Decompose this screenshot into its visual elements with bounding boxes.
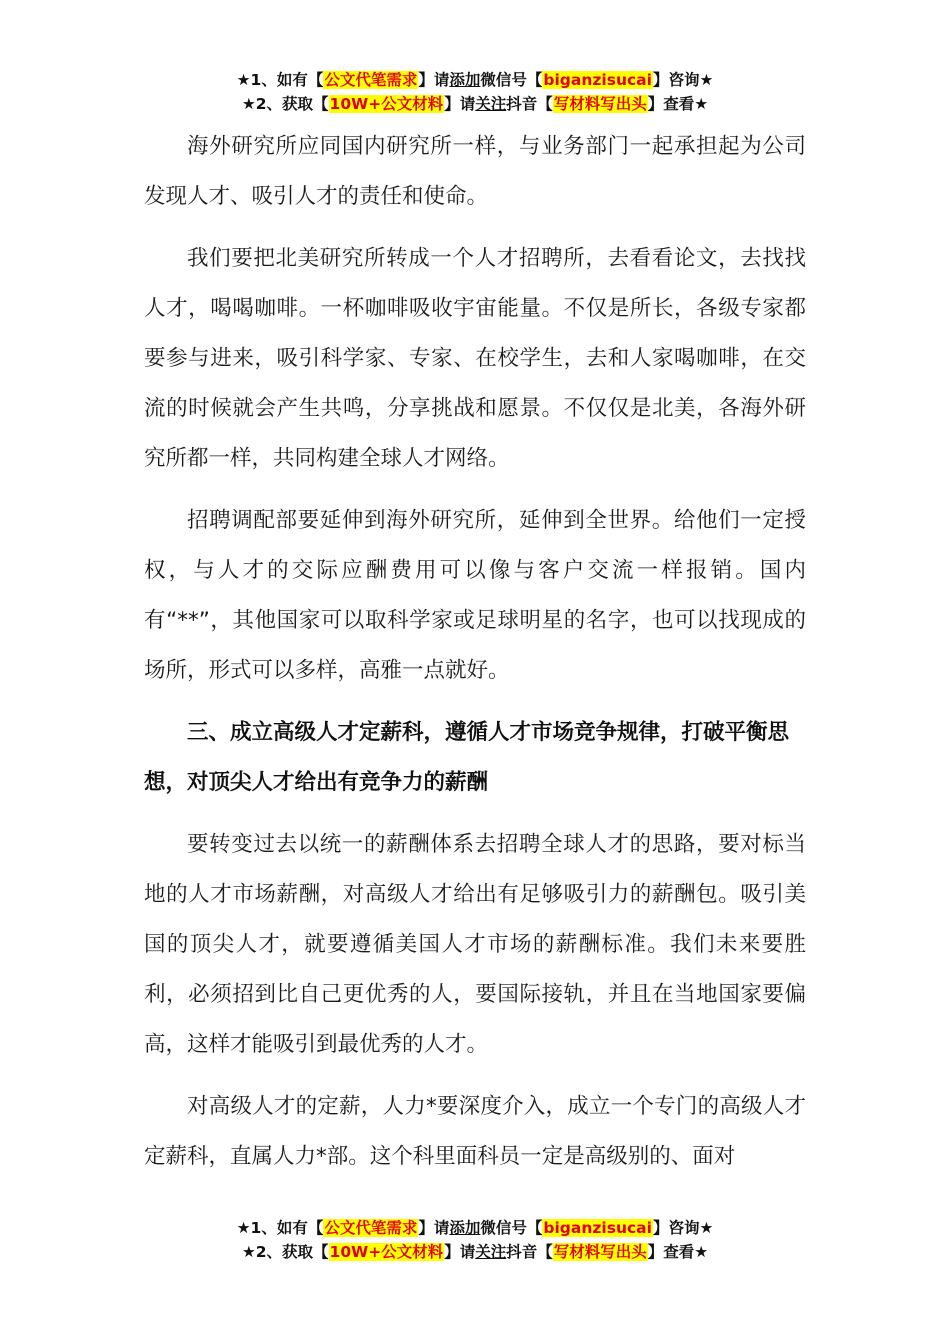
banner-text: ★1、如有【 xyxy=(236,71,324,89)
wechat-id-highlight: biganzisucai xyxy=(543,71,652,89)
douyin-highlight: 写材料写出头 xyxy=(553,95,647,113)
banner-line-1 xyxy=(0,1216,950,1240)
banner-line-1 xyxy=(0,68,950,92)
banner-text: 抖音【 xyxy=(506,95,553,113)
banner-underlined: 关注 xyxy=(475,95,507,113)
banner-line-2 xyxy=(0,1240,950,1264)
banner-text: 】请 xyxy=(444,1243,476,1261)
banner-highlight: 公文代笔需求 xyxy=(324,1219,418,1237)
banner-text: 】请 xyxy=(418,71,450,89)
banner-text: 】查看★ xyxy=(647,95,709,113)
banner-text: 】咨询★ xyxy=(652,71,714,89)
section-heading: 三、成立高级人才定薪科，遵循人才市场竞争规律，打破平衡思想，对顶尖人才给出有竞争力的薪酬 xyxy=(144,720,790,795)
banner-text: 】咨询★ xyxy=(652,1219,714,1237)
wechat-id-highlight: biganzisucai xyxy=(543,1219,652,1237)
banner-line-2 xyxy=(0,92,950,116)
document-body xyxy=(144,122,806,1194)
banner-text: 微信号【 xyxy=(480,1219,543,1237)
banner-text: ★1、如有【 xyxy=(236,1219,324,1237)
banner-text: 】查看★ xyxy=(647,1243,709,1261)
paragraph-4: 要转变过去以统一的薪酬体系去招聘全球人才的思路，要对标当地的人才市场薪酬，对高级人才给出有足够吸引力的薪酬包。吸引美国的顶尖人才，就要遵循美国人才市场的薪酬标准。我们未来要胜利，必须招到比自己更优秀的人，要国际接轨，并且在当地国家要偏高，这样才能吸引到最优秀的人才。 xyxy=(144,832,806,1057)
banner-text: 】请 xyxy=(444,95,476,113)
paragraph-1: 海外研究所应同国内研究所一样，与业务部门一起承担起为公司发现人才、吸引人才的责任和使命。 xyxy=(144,134,806,209)
banner-highlight: 10W+公文材料 xyxy=(329,1243,444,1261)
banner-text: 】请 xyxy=(418,1219,450,1237)
banner-text: ★2、获取【 xyxy=(241,1243,329,1261)
banner-underlined: 关注 xyxy=(475,1243,507,1261)
footer-banner xyxy=(0,1216,950,1264)
banner-highlight: 公文代笔需求 xyxy=(324,71,418,89)
paragraph-5: 对高级人才的定薪，人力*要深度介入，成立一个专门的高级人才定薪科，直属人力*部。这个科里面科员一定是高级别的、面对 xyxy=(144,1094,806,1169)
banner-text: ★2、获取【 xyxy=(241,95,329,113)
banner-underlined: 添加 xyxy=(449,1219,481,1237)
header-banner xyxy=(0,68,950,116)
banner-underlined: 添加 xyxy=(449,71,481,89)
banner-text: 抖音【 xyxy=(506,1243,553,1261)
paragraph-2: 我们要把北美研究所转成一个人才招聘所，去看看论文，去找找人才，喝喝咖啡。一杯咖啡吸收宇宙能量。不仅是所长，各级专家都要参与进来，吸引科学家、专家、在校学生，去和人家喝咖啡，在交流的时候就会产生共鸣，分享挑战和愿景。不仅仅是北美，各海外研究所都一样，共同构建全球人才网络。 xyxy=(144,246,806,471)
banner-text: 微信号【 xyxy=(480,71,543,89)
banner-highlight: 10W+公文材料 xyxy=(329,95,444,113)
douyin-highlight: 写材料写出头 xyxy=(553,1243,647,1261)
paragraph-3: 招聘调配部要延伸到海外研究所，延伸到全世界。给他们一定授权，与人才的交际应酬费用可以像与客户交流一样报销。国内有“**”，其他国家可以取科学家或足球明星的名字，也可以找现成的场所，形式可以多样，高雅一点就好。 xyxy=(144,508,806,683)
